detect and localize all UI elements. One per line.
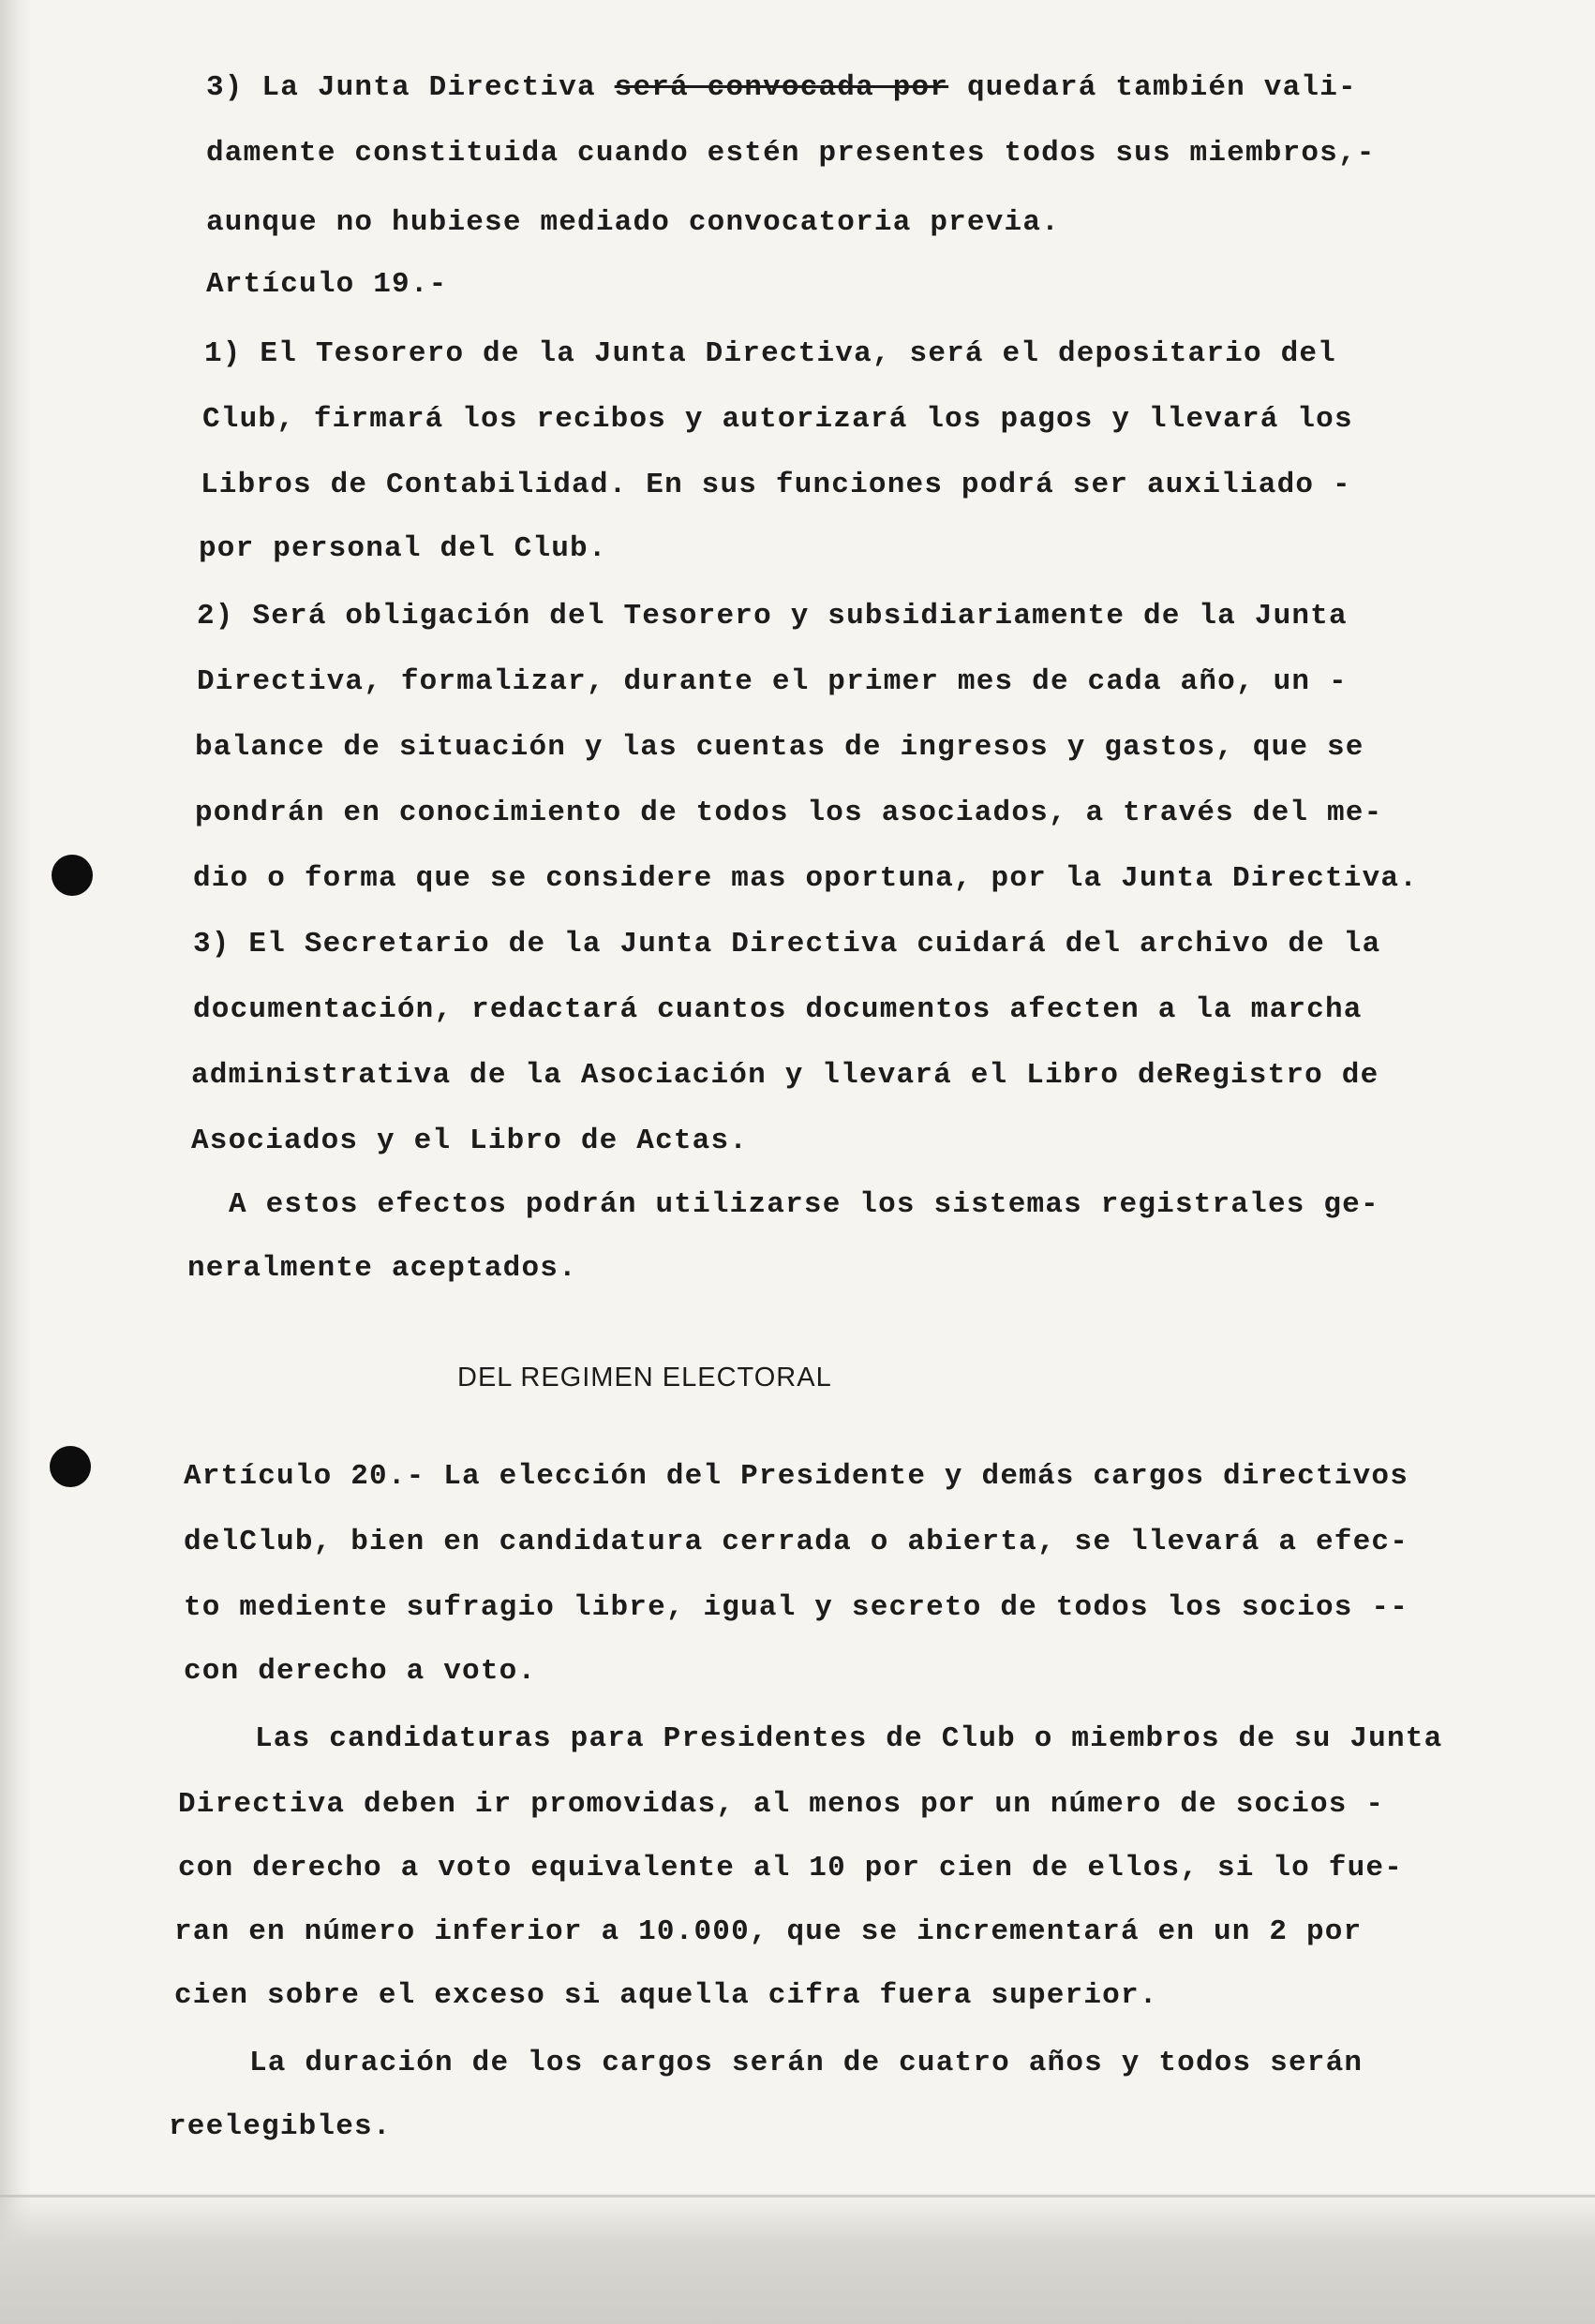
text-line: Club, firmará los recibos y autorizará los pagos y llevará los [202,403,1353,436]
text-line: damente constituida cuando estén presentes todos sus miembros,- [206,137,1376,170]
text-line: 1) El Tesorero de la Junta Directiva, será el depositario del [204,337,1336,370]
text-line: administrativa de la Asociación y llevará el Libro deRegistro de [191,1059,1379,1092]
text-line: La duración de los cargos serán de cuatro años y todos serán [249,2047,1364,2079]
text-line: 3) El Secretario de la Junta Directiva cuidará del archivo de la [193,928,1381,961]
text-line: Artículo 20.- La elección del Presidente y demás cargos directivos [184,1460,1409,1493]
text-line: Directiva, formalizar, durante el primer mes de cada año, un - [197,665,1348,698]
struck-text: será convocada por [614,71,949,104]
text-line: Asociados y el Libro de Actas. [191,1125,749,1157]
text-line: Libros de Contabilidad. En sus funciones podrá ser auxiliado - [201,469,1351,501]
scan-shadow-left [0,0,32,2324]
scan-shadow-bottom [0,2191,1595,2324]
text-line: ran en número inferior a 10.000, que se incrementará en un 2 por [174,1915,1363,1948]
text-segment: quedará también vali- [948,71,1357,104]
text-line: Directiva deben ir promovidas, al menos por un número de socios - [178,1788,1385,1821]
text-line: cien sobre el exceso si aquella cifra fuera superior. [174,1979,1158,2012]
text-line: pondrán en conocimiento de todos los asociados, a través del me- [195,797,1383,829]
text-line: neralmente aceptados. [187,1252,577,1285]
text-line: delClub, bien en candidatura cerrada o abierta, se llevará a efec- [184,1526,1409,1558]
text-line: Las candidaturas para Presidentes de Club o miembros de su Junta [255,1722,1443,1755]
article-heading: Artículo 19.- [206,268,448,301]
text-line: con derecho a voto equivalente al 10 por cien de ellos, si lo fue- [178,1852,1403,1885]
punch-hole-icon [52,855,93,896]
text-line: aunque no hubiese mediado convocatoria previa. [206,206,1060,239]
text-line: 2) Será obligación del Tesorero y subsidiariamente de la Junta [197,600,1348,633]
punch-hole-icon [50,1446,91,1487]
text-line: documentación, redactará cuantos documentos afecten a la marcha [193,993,1363,1026]
text-line [206,73,1357,102]
text-line: A estos efectos podrán utilizarse los sistemas registrales ge- [229,1188,1379,1221]
text-line: balance de situación y las cuentas de ingresos y gastos, que se [195,731,1364,764]
section-heading: DEL REGIMEN ELECTORAL [457,1363,832,1393]
text-line: reelegibles. [169,2110,392,2143]
text-line: dio o forma que se considere mas oportuna, por la Junta Directiva. [193,862,1418,895]
text-segment: 3) La Junta Directiva [206,71,615,104]
text-line: con derecho a voto. [184,1655,537,1688]
text-line: por personal del Club. [199,532,607,565]
scan-edge-line [0,2195,1595,2197]
text-line: to mediente sufragio libre, igual y secreto de todos los socios -- [184,1591,1409,1624]
